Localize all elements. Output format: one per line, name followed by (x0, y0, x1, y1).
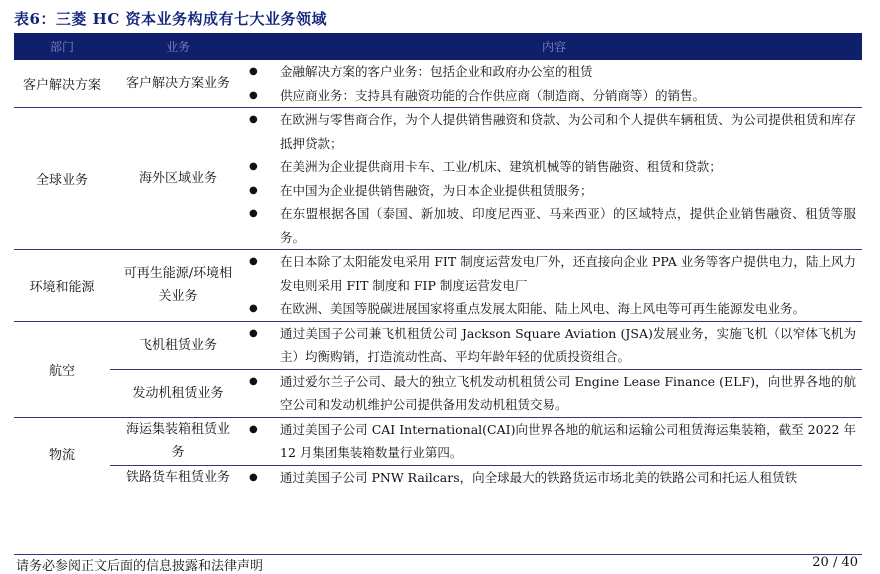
header-content: 内容 (541, 40, 566, 54)
page-number: 20 / 40 (812, 555, 858, 570)
bullet-icon: ● (249, 89, 258, 101)
department-cell: 航空 (48, 363, 75, 379)
department-cell: 环境和能源 (29, 279, 95, 295)
business-cell: 发动机租赁业务 (132, 385, 224, 401)
group-global-business (14, 108, 862, 250)
table-title: 表6：三菱 HC 资本业务构成有七大业务领域 (14, 10, 327, 28)
business-cell: 海外区域业务 (138, 171, 217, 186)
table-row (110, 369, 862, 417)
business-cell: 铁路货车租赁业务 (125, 469, 230, 485)
content-item: ● 金融解决方案的客户业务：包括企业和政府办公室的租赁 (246, 60, 862, 84)
bullet-icon: ● (249, 256, 258, 267)
content-item: ● 在欧洲、美国等脱碳进展国家将重点发展太阳能、陆上风电、海上风电等可再生能源发电业务。 (246, 297, 862, 321)
department-cell: 全球业务 (35, 173, 88, 188)
bullet-icon: ● (249, 327, 258, 339)
bullet-icon: ● (249, 161, 258, 172)
table-row (110, 250, 862, 321)
group-environment-energy (14, 250, 862, 322)
content-item: ● 在中国为企业提供销售融资，为日本企业提供租赁服务； (246, 179, 862, 203)
business-cell: 可再生能源/环境相关业务 (123, 266, 233, 305)
table-row (110, 108, 862, 249)
table-row (110, 418, 862, 465)
department-cell: 客户解决方案 (22, 78, 101, 93)
bullet-icon: ● (249, 375, 258, 387)
content-item: ● 在东盟根据各国（泰国、新加坡、印度尼西亚、马来西亚）的区域特点，提供企业销售融资、租赁等服务。 (246, 202, 862, 249)
content-item: ● 在欧洲与零售商合作，为个人提供销售融资和贷款、为公司和个人提供车辆租赁、为公司提供租赁和库存抵押贷款； (246, 108, 862, 155)
content-item: ● 通过美国子公司 CAI International(CAI)向世界各地的航运和运输公司租赁海运集装箱，截至 2022 年 12 月集团集装箱数量行业第四。 (246, 418, 862, 465)
business-table (14, 33, 862, 489)
bullet-icon: ● (249, 184, 258, 196)
page-footer (14, 554, 862, 574)
header-department: 部门 (49, 40, 74, 54)
table-row (110, 465, 862, 490)
content-item: ● 通过美国子公司 PNW Railcars，向全球最大的铁路货运市场北美的铁路公司和托运人租赁铁 (246, 466, 862, 490)
content-item: ● 通过美国子公司兼飞机租赁公司 Jackson Square Aviation (JSA)发展业务，实施飞机（以窄体飞机为主）均衡购销，打造流动性高、平均年龄年轻的优质投资组合。 (246, 322, 862, 369)
bullet-icon: ● (249, 208, 258, 219)
bullet-icon: ● (249, 114, 258, 125)
disclaimer-text: 请务必参阅正文后面的信息披露和法律声明 (16, 559, 264, 574)
bullet-icon: ● (249, 66, 258, 77)
bullet-icon: ● (249, 303, 258, 314)
content-item: ● 供应商业务：支持具有融资功能的合作供应商（制造商、分销商等）的销售。 (246, 84, 862, 108)
group-aviation (14, 322, 862, 418)
content-item: ● 通过爱尔兰子公司、最大的独立飞机发动机租赁公司 Engine Lease Finance (ELF)，向世界各地的航空公司和发动机维护公司提供备用发动机租赁交易。 (246, 370, 862, 417)
group-logistics (14, 418, 862, 490)
bullet-icon: ● (249, 423, 258, 435)
business-cell: 飞机租赁业务 (138, 337, 217, 353)
department-cell: 物流 (48, 447, 75, 463)
table-row (110, 322, 862, 369)
header-business: 业务 (165, 40, 190, 54)
group-customer-solutions (14, 60, 862, 108)
business-cell: 海运集装箱租赁业务 (125, 422, 230, 460)
content-item: ● 在日本除了太阳能发电采用 FIT 制度运营发电厂外，还直接向企业 PPA 业务等客户提供电力，陆上风力发电则采用 FIT 制度和 FIP 制度运营发电厂 (246, 250, 862, 297)
business-cell: 客户解决方案业务 (125, 76, 230, 91)
bullet-icon: ● (249, 471, 258, 483)
table-header (14, 33, 862, 60)
table-row (110, 60, 862, 107)
content-item: ● 在美洲为企业提供商用卡车、工业/机床、建筑机械等的销售融资、租赁和贷款； (246, 155, 862, 179)
